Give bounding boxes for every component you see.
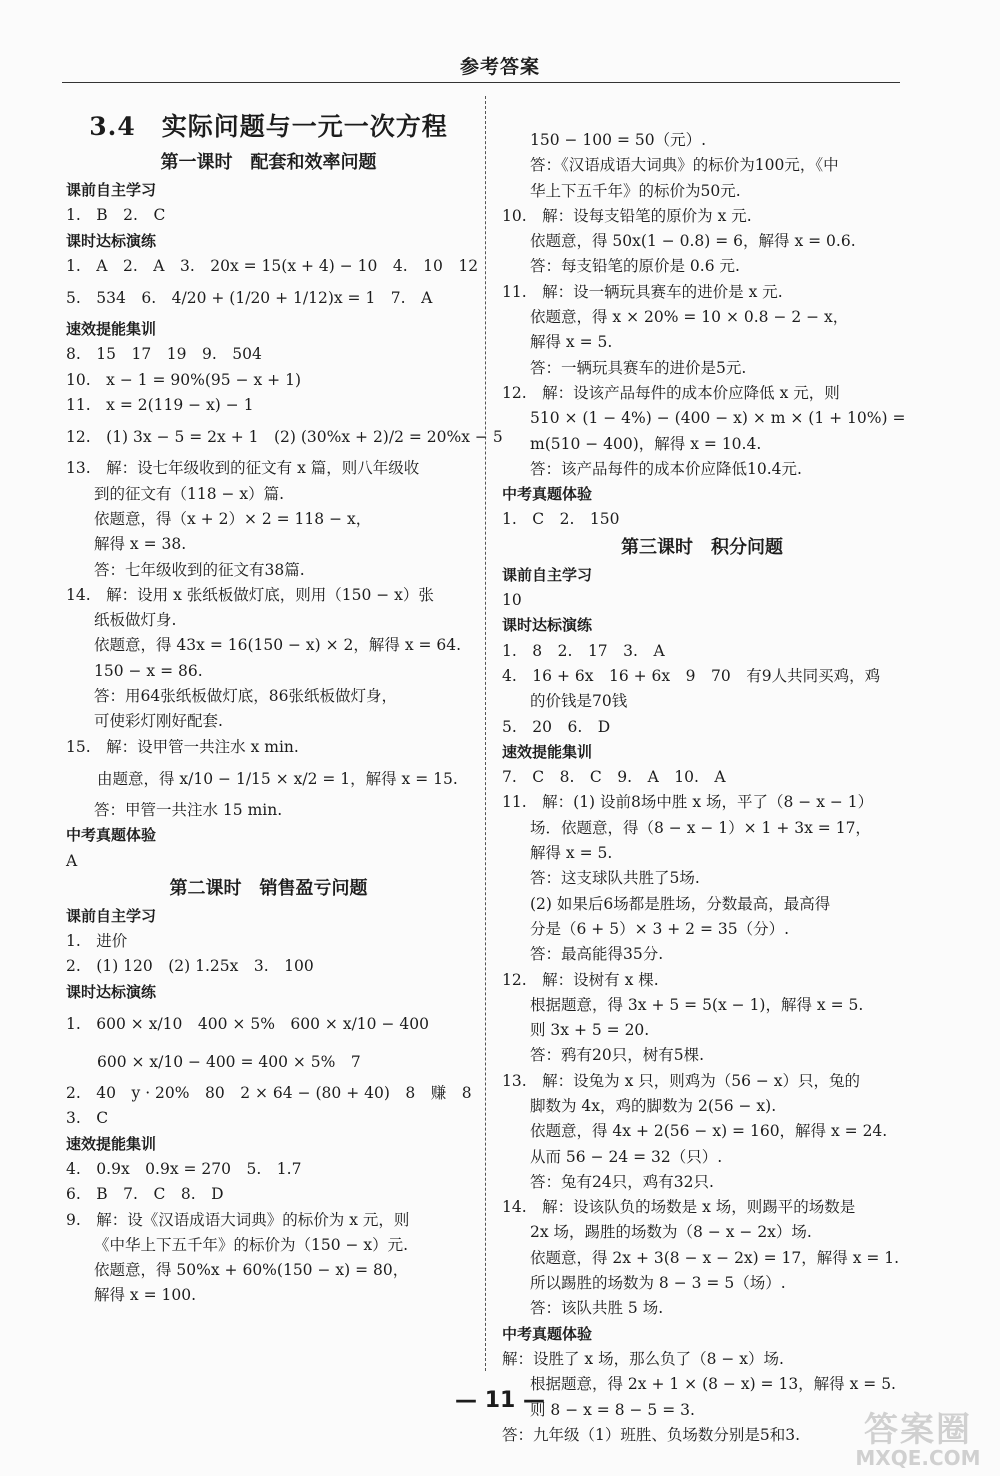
answer-line: 14. 解：设该队负的场数是 x 场，则踢平的场数是 — [502, 1198, 856, 1217]
answer-line: 10. 解：设每支铅笔的原价为 x 元. — [502, 206, 752, 225]
answer-line-indented: 依题意，得 50%x + 60%(150 − x) = 80， — [94, 1261, 409, 1280]
watermark-logo — [848, 1402, 988, 1474]
answer-line-indented: 解得 x = 100. — [94, 1286, 197, 1305]
answer-line-indented: 答：最高能得35分. — [530, 945, 664, 964]
answer-line-indented: 则 3x + 5 = 20. — [530, 1021, 650, 1040]
section-heading: 课前自主学习 — [502, 565, 593, 584]
answer-line-indented: 解得 x = 5. — [530, 333, 613, 352]
answer-line-indented: 依题意，得（x + 2）× 2 = 118 − x， — [94, 509, 372, 528]
section-heading: 课时达标演练 — [66, 231, 157, 250]
answer-line-indented: 根据题意，得 3x + 5 = 5(x − 1)，解得 x = 5. — [530, 995, 864, 1014]
answer-line: 10. x − 1 = 90%(95 − x + 1) — [66, 370, 301, 389]
answer-line-indented: (2) 如果后6场都是胜场，分数最高，最高得 — [530, 894, 831, 913]
answer-line-indented: 答：兔有24只，鸡有32只. — [530, 1172, 714, 1191]
formula-line: 1. 600 × x/10 400 × 5% 600 × x/10 − 400 — [66, 1015, 429, 1034]
section-heading: 课时达标演练 — [66, 982, 157, 1001]
answer-line-indented: 所以踢胜的场数为 8 − 3 = 5（场）. — [530, 1274, 786, 1293]
answer-line-indented: 华上下五千年》的标价为50元. — [530, 181, 741, 200]
answer-line-indented: 则 8 − x = 8 − 5 = 3. — [530, 1400, 695, 1419]
section-heading: 课前自主学习 — [66, 181, 157, 199]
answer-line: 2. 40 y · 20% 80 2 × 64 − (80 + 40) 8 赚 8 — [66, 1084, 472, 1103]
section-heading: 课时达标演练 — [502, 616, 593, 635]
watermark-url: MXQE.COM — [855, 1446, 981, 1470]
answer-line-indented: 依题意，得 4x + 2(56 − x) = 160，解得 x = 24. — [530, 1122, 888, 1141]
answer-line: 11. 解：设一辆玩具赛车的进价是 x 元. — [502, 282, 783, 301]
section-heading: 课前自主学习 — [66, 906, 157, 925]
answer-line-indented: 依题意，得 2x + 3(8 − x − 2x) = 17，解得 x = 1. — [530, 1248, 900, 1267]
section-heading: 速效提能集训 — [66, 320, 157, 339]
answer-line: 1. A 2. A 3. 20x = 15(x + 4) − 10 4. 10 12 — [66, 256, 479, 275]
answer-line: 12. 解：设该产品每件的成本价应降低 x 元，则 — [502, 383, 840, 402]
answer-line-indented: 150 − 100 = 50（元）. — [530, 131, 707, 149]
section-heading: 中考真题体验 — [502, 1324, 593, 1343]
answer-line: 1. 8 2. 17 3. A — [502, 641, 665, 660]
section-heading: 速效提能集训 — [502, 742, 593, 761]
answer-line-indented: 依题意，得 50x(1 − 0.8) = 6，解得 x = 0.6. — [530, 232, 856, 251]
answer-line-indented: 答：用64张纸板做灯底，86张纸板做灯身， — [94, 687, 397, 706]
answer-line: 1. 进价 — [66, 932, 128, 951]
right-column — [502, 128, 906, 1448]
watermark-text: 答案圈 — [864, 1410, 972, 1450]
answer-line-indented: 可使彩灯刚好配套. — [94, 712, 223, 731]
answer-line-indented: 纸板做灯身. — [94, 611, 177, 630]
answer-line: 9. 解：设《汉语成语大词典》的标价为 x 元，则 — [66, 1210, 410, 1229]
answer-line: 1. C 2. 150 — [502, 510, 620, 529]
answer-line: 13. 解：设兔为 x 只，则鸡为（56 − x）只，兔的 — [502, 1071, 861, 1090]
answer-line: 1. B 2. C — [66, 206, 166, 225]
answer-line: 13. 解：设七年级收到的征文有 x 篇，则八年级收 — [66, 459, 420, 478]
lesson-title: 第二课时 销售盈亏问题 — [169, 877, 368, 899]
answer-line-indented: 答：每支铅笔的原价是 0.6 元. — [530, 257, 740, 276]
answer-line: 11. 解：(1) 设前8场中胜 x 场，平了（8 − x − 1） — [502, 793, 874, 812]
answer-line: 答：九年级（1）班胜、负场数分别是5和3. — [502, 1425, 801, 1444]
answer-line-indented: 答：《汉语成语大词典》的标价为100元，《中 — [530, 156, 839, 175]
lesson-title: 第三课时 积分问题 — [621, 536, 783, 558]
answer-line: 6. B 7. C 8. D — [66, 1185, 224, 1204]
answer-line-indented: 答：鸦有20只，树有5棵. — [530, 1046, 705, 1065]
answer-line: 10 — [502, 591, 522, 610]
lesson-title: 第一课时 配套和效率问题 — [160, 152, 377, 173]
answer-line: 4. 16 + 6x 16 + 6x 9 70 有9人共同买鸡，鸡 — [502, 666, 881, 685]
section-heading: 中考真题体验 — [502, 485, 593, 504]
section-heading: 中考真题体验 — [66, 826, 157, 845]
answer-line-indented: m(510 − 400)，解得 x = 10.4. — [530, 434, 762, 453]
answer-line-indented: 答：该队共胜 5 场. — [530, 1299, 664, 1318]
answer-line: 8. 15 17 19 9. 504 — [66, 345, 262, 364]
answer-line-indented: 分是（6 + 5）× 3 + 2 = 35（分）. — [530, 919, 790, 938]
column-divider — [485, 96, 486, 1371]
answer-line: 3. C — [66, 1109, 109, 1128]
answer-line-indented: 的价钱是70钱 — [530, 692, 628, 711]
left-column — [66, 108, 503, 1309]
section-title: 3.4 实际问题与一元一次方程 — [89, 112, 448, 141]
answer-line-indented: 依题意，得 43x = 16(150 − x) × 2，解得 x = 64. — [94, 636, 462, 655]
section-heading: 速效提能集训 — [66, 1134, 157, 1153]
answer-line-indented: 场．依题意，得（8 − x − 1）× 1 + 3x = 17， — [530, 818, 871, 837]
page-number: — 11 — — [455, 1388, 545, 1413]
answer-line-indented: 150 − x = 86. — [94, 661, 203, 680]
formula-line: 由题意，得 x/10 − 1/15 × x/2 = 1，解得 x = 15. — [66, 769, 458, 788]
answer-line-indented: 2x 场，踢胜的场数为（8 − x − 2x）场. — [530, 1223, 812, 1242]
header-rule — [62, 82, 900, 83]
answer-line-indented: 解得 x = 5. — [530, 844, 613, 863]
answer-line-indented: 答：七年级收到的征文有38篇. — [94, 560, 305, 579]
answer-line: 4. 0.9x 0.9x = 270 5. 1.7 — [66, 1159, 302, 1178]
answer-line: 5. 20 6. D — [502, 717, 611, 736]
formula-line: 600 × x/10 − 400 = 400 × 5% 7 — [66, 1053, 361, 1072]
answer-line-indented: 《中华上下五千年》的标价为（150 − x）元. — [94, 1235, 409, 1254]
answer-line: 解：设胜了 x 场，那么负了（8 − x）场. — [502, 1349, 784, 1368]
answer-line: 14. 解：设用 x 张纸板做灯底，则用（150 − x）张 — [66, 585, 434, 604]
answer-line-indented: 脚数为 4x，鸡的脚数为 2(56 − x). — [530, 1096, 777, 1115]
answer-line-indented: 根据题意，得 2x + 1 × (8 − x) = 13，解得 x = 5. — [530, 1375, 896, 1394]
answer-line-indented: 到的征文有（118 − x）篇. — [94, 484, 285, 503]
formula-line: 5. 534 6. 4/20 + (1/20 + 1/12)x = 1 7. A — [66, 289, 433, 308]
answer-line-indented: 答：甲管一共注水 15 min. — [94, 800, 283, 819]
answer-line-indented: 510 × (1 − 4%) − (400 − x) × m × (1 + 10%) = — [530, 409, 906, 428]
answer-line: A — [66, 851, 78, 870]
answer-line-indented: 答：这支球队共胜了5场. — [530, 869, 700, 888]
answer-line-indented: 解得 x = 38. — [94, 535, 187, 554]
page-header: 参考答案 — [459, 56, 540, 78]
answer-line-indented: 答：该产品每件的成本价应降低10.4元. — [530, 459, 802, 478]
answer-line-indented: 从而 56 − 24 = 32（只）. — [530, 1147, 723, 1166]
formula-line: 12. (1) 3x − 5 = 2x + 1 (2) (30%x + 2)/2 = 20%x − 5 — [66, 428, 503, 447]
answer-line-indented: 答：一辆玩具赛车的进价是5元. — [530, 358, 747, 377]
answer-line: 11. x = 2(119 − x) − 1 — [66, 396, 254, 415]
answer-line: 12. 解：设树有 x 棵. — [502, 970, 659, 989]
answer-line: 15. 解：设甲管一共注水 x min. — [66, 737, 299, 756]
answer-line-indented: 依题意，得 x × 20% = 10 × 0.8 − 2 − x， — [530, 308, 849, 327]
answer-line: 2. (1) 120 (2) 1.25x 3. 100 — [66, 957, 314, 976]
answer-line: 7. C 8. C 9. A 10. A — [502, 768, 726, 787]
